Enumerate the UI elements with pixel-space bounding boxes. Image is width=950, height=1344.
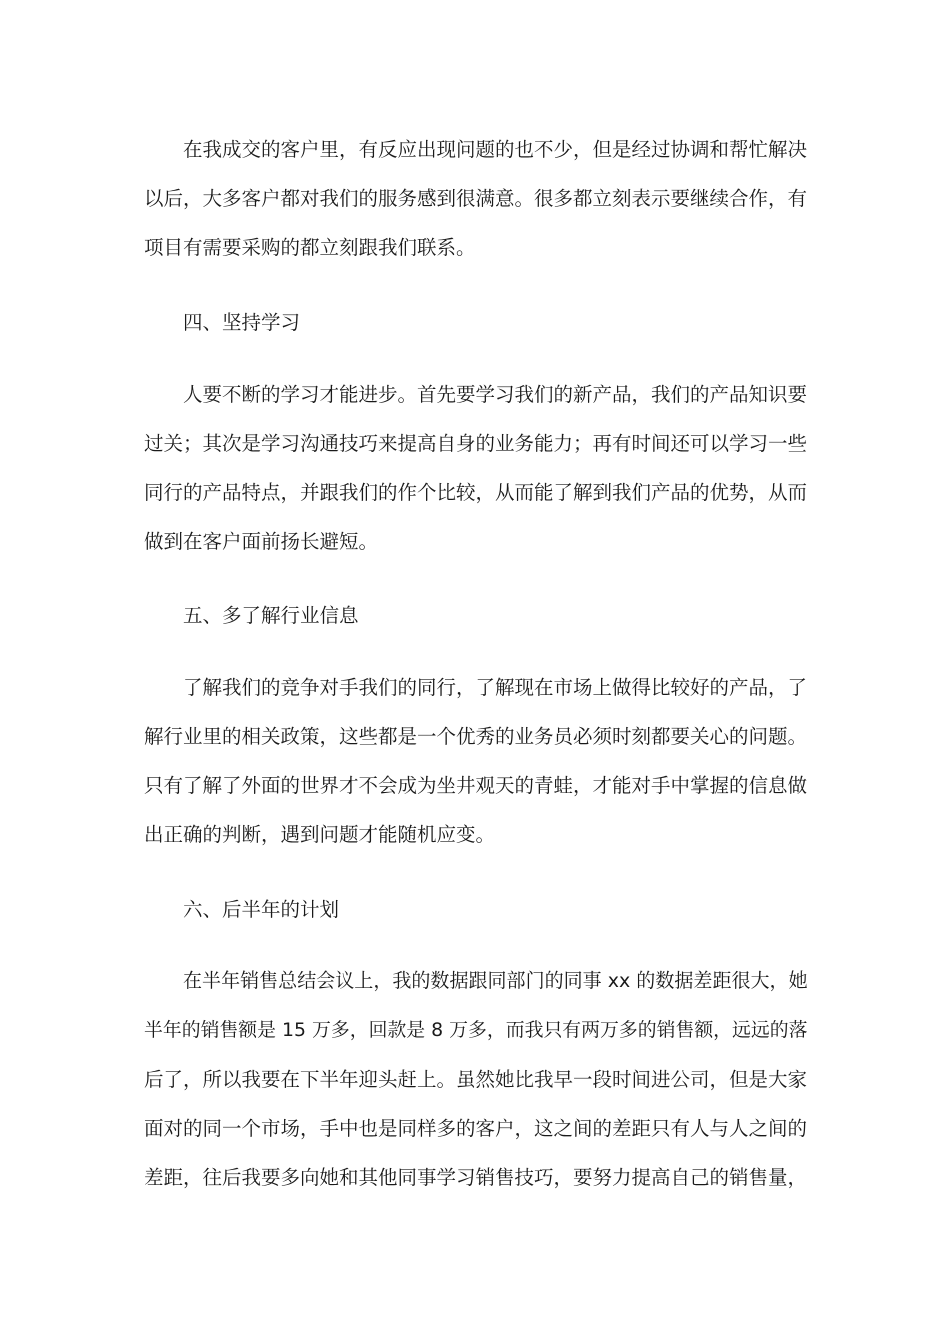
paragraph-line: 出正确的判断，遇到问题才能随机应变。 bbox=[144, 823, 496, 846]
section-heading-4: 四、坚持学习 bbox=[183, 311, 301, 334]
paragraph-line: 后了，所以我要在下半年迎头赶上。虽然她比我早一段时间进公司，但是大家 bbox=[144, 1068, 808, 1091]
paragraph-line: 解行业里的相关政策，这些都是一个优秀的业务员必须时刻都要关心的问题。 bbox=[144, 725, 808, 748]
paragraph-keep-learning bbox=[144, 370, 808, 566]
paragraph-line: 过关；其次是学习沟通技巧来提高自身的业务能力；再有时间还可以学习一些 bbox=[144, 432, 808, 455]
paragraph-line: 项目有需要采购的都立刻跟我们联系。 bbox=[144, 236, 476, 259]
paragraph-second-half-plan bbox=[144, 957, 808, 1202]
paragraph-line: 只有了解了外面的世界才不会成为坐井观天的青蛙，才能对手中掌握的信息做 bbox=[144, 774, 808, 797]
paragraph-line: 了解我们的竞争对手我们的同行，了解现在市场上做得比较好的产品，了 bbox=[183, 676, 808, 699]
paragraph-line: 在半年销售总结会议上，我的数据跟同部门的同事 xx 的数据差距很大，她 bbox=[183, 970, 808, 992]
paragraph-line: 半年的销售额是 15 万多，回款是 8 万多，而我只有两万多的销售额，远远的落 bbox=[144, 1019, 808, 1041]
section-heading-5: 五、多了解行业信息 bbox=[183, 604, 359, 627]
paragraph-line: 做到在客户面前扬长避短。 bbox=[144, 530, 379, 553]
paragraph-industry-info bbox=[144, 663, 808, 859]
paragraph-line: 人要不断的学习才能进步。首先要学习我们的新产品，我们的产品知识要 bbox=[183, 383, 808, 406]
section-heading-6: 六、后半年的计划 bbox=[183, 898, 340, 921]
paragraph-line: 面对的同一个市场，手中也是同样多的客户，这之间的差距只有人与人之间的 bbox=[144, 1117, 808, 1140]
paragraph-line: 以后，大多客户都对我们的服务感到很满意。很多都立刻表示要继续合作，有 bbox=[144, 187, 808, 210]
paragraph-line: 在我成交的客户里，有反应出现问题的也不少，但是经过协调和帮忙解决 bbox=[183, 138, 808, 161]
paragraph-line: 同行的产品特点，并跟我们的作个比较，从而能了解到我们产品的优势，从而 bbox=[144, 481, 808, 504]
paragraph-line: 差距，往后我要多向她和其他同事学习销售技巧，要努力提高自己的销售量， bbox=[144, 1166, 808, 1189]
paragraph-customer-service bbox=[144, 125, 808, 272]
